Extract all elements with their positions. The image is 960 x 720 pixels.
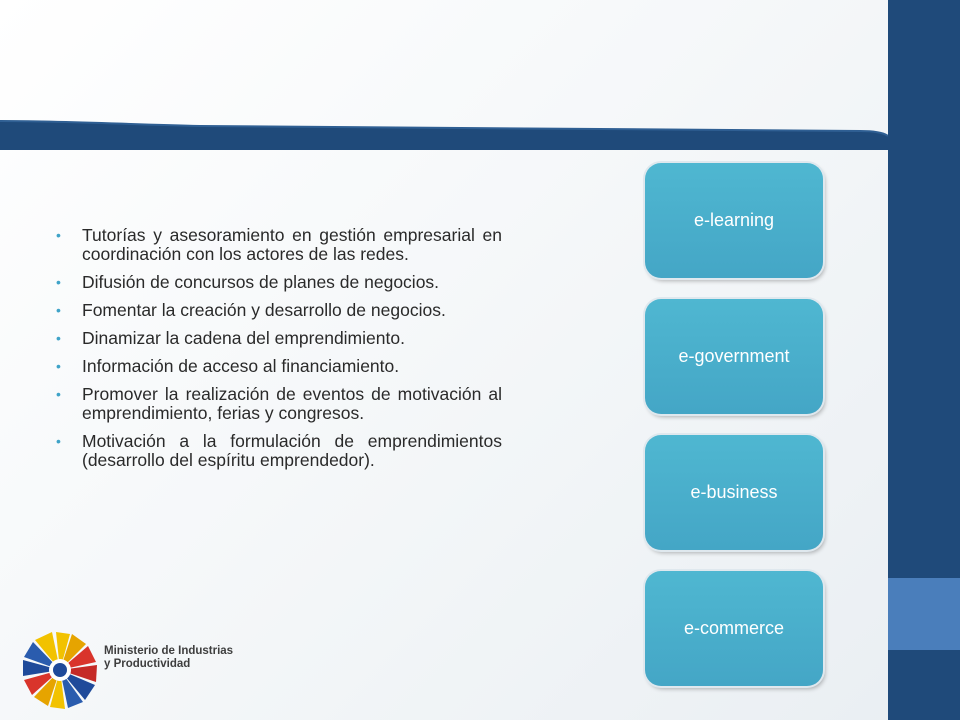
ministry-name-line-2: y Productividad — [104, 658, 191, 670]
bullet-text: Motivación a la formulación de emprendimientos (desarrollo del espíritu emprendedor). — [82, 431, 502, 470]
ministry-name-line-1: Ministerio de Industrias — [104, 645, 234, 657]
bullet-text: Fomentar la creación y desarrollo de negocios. — [82, 300, 446, 320]
bullet-text: Dinamizar la cadena del emprendimiento. — [82, 328, 405, 348]
bullet-item — [56, 329, 502, 348]
bullet-item — [56, 385, 502, 423]
pill-e-business: e-business — [645, 435, 823, 550]
bullet-text: Promover la realización de eventos de motivación al emprendimiento, ferias y congresos. — [82, 384, 502, 423]
pill-e-commerce: e-commerce — [645, 571, 823, 686]
right-sidebar-accent — [888, 578, 960, 650]
bullet-dot-icon: • — [56, 386, 61, 402]
pill-e-learning: e-learning — [645, 163, 823, 278]
bullet-dot-icon: • — [56, 227, 61, 243]
bullet-item — [56, 357, 502, 376]
bullet-text: Tutorías y asesoramiento en gestión empresarial en coordinación con los actores de las redes. — [82, 225, 502, 264]
bullet-dot-icon: • — [56, 302, 61, 318]
bullet-dot-icon: • — [56, 433, 61, 449]
pill-e-government: e-government — [645, 299, 823, 414]
bullet-item — [56, 273, 502, 292]
bullet-item — [56, 226, 502, 264]
bullet-text: Información de acceso al financiamiento. — [82, 356, 400, 376]
ministry-emblem-icon — [22, 625, 102, 715]
bullet-dot-icon: • — [56, 330, 61, 346]
header-band — [0, 0, 888, 150]
bullet-text: Difusión de concursos de planes de negocios. — [82, 272, 440, 292]
bullet-item — [56, 432, 502, 470]
bullet-dot-icon: • — [56, 274, 61, 290]
bullet-item — [56, 301, 502, 320]
bullet-list — [56, 226, 502, 479]
bullet-dot-icon: • — [56, 358, 61, 374]
ministry-logo-text — [104, 645, 233, 671]
